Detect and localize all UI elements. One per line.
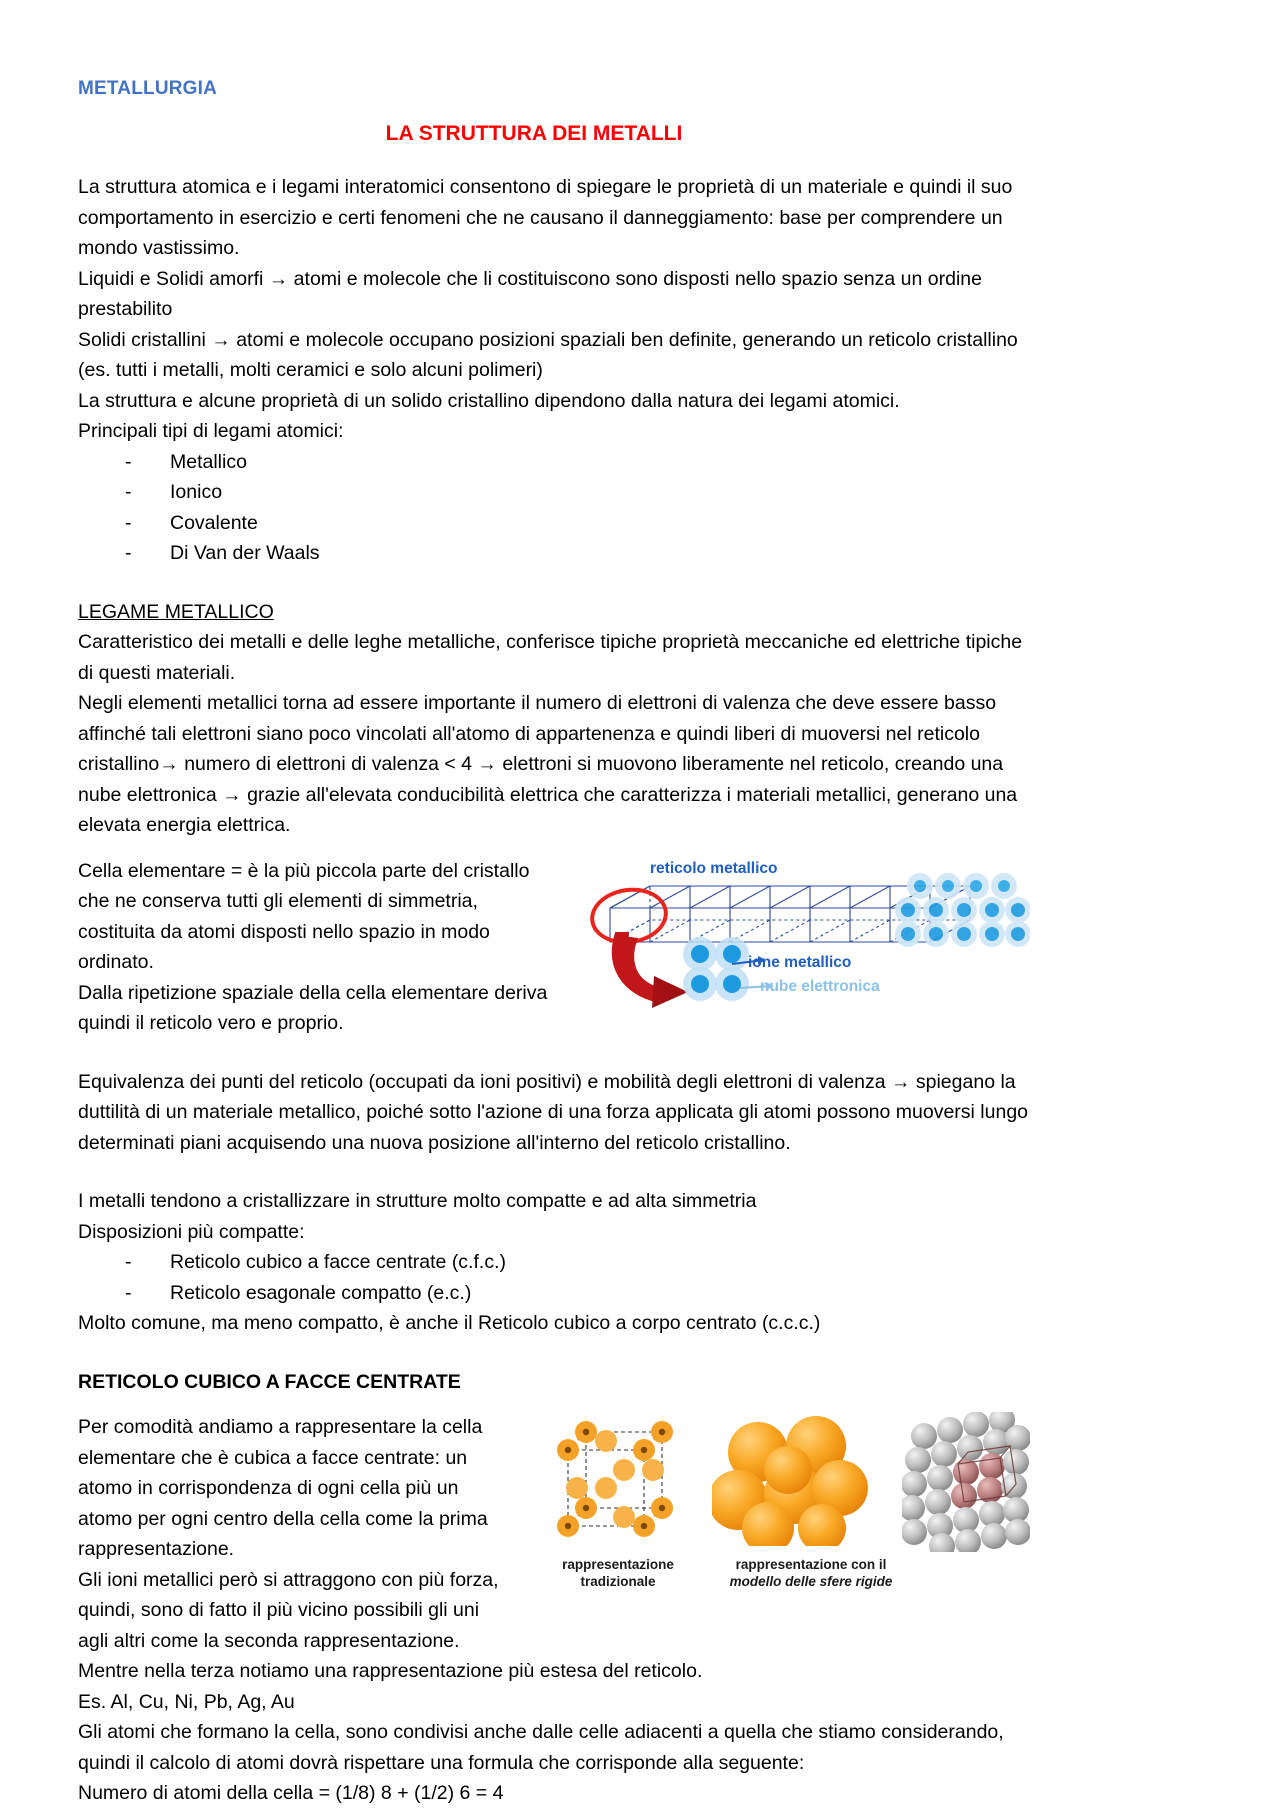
unit-cell-block	[78, 856, 1030, 1039]
unit-cell-paragraph-1: Cella elementare = è la più piccola parte del cristallo che ne conserva tutti gli elementi di simmetria, costituita da atomi disposti nello spazio in modo ordinato.	[78, 859, 530, 973]
figure-legend-ion: ione metallico	[748, 953, 852, 971]
caption-line-1: rappresentazione	[562, 1557, 674, 1572]
spacer	[78, 841, 1030, 856]
list-item-label: Di Van der Waals	[170, 542, 320, 564]
ductility-paragraph: Equivalenza dei punti del reticolo (occupati da ioni positivi) e mobilità degli elettroni di valenza → spiegano la duttilità di un materiale metallico, poiché sotto l'azione di una forza applicata gli atomi possono muoversi lungo determinati piani acquisendo una nuova posizione all'interno del reticolo cristallino.	[78, 1070, 1029, 1154]
figure-caption-traditional	[530, 1556, 706, 1590]
dash-bullet: -	[125, 481, 132, 503]
fcc-paragraph-3: Mentre nella terza notiamo una rappresentazione più estesa del reticolo.	[78, 1660, 703, 1682]
list-item	[108, 1278, 1030, 1309]
fcc-paragraph-4: Es. Al, Cu, Ni, Pb, Ag, Au	[78, 1690, 295, 1713]
fcc-paragraph-5: Gli atomi che formano la cella, sono condivisi anche dalle celle adiacenti a quella che stiamo considerando, quindi il calcolo di atomi dovrà rispettare una formula che corrisponde alla seguente:	[78, 1721, 1004, 1774]
fcc-hard-sphere-model-icon	[712, 1416, 872, 1546]
list-item-label: Reticolo cubico a facce centrate (c.f.c.)	[170, 1251, 506, 1273]
compact-paragraph-1: I metalli tendono a cristallizzare in strutture molto compatte e ad alta simmetria	[78, 1190, 757, 1212]
compact-structures-list	[78, 1247, 1030, 1308]
compact-paragraph-3: Molto comune, ma meno compatto, è anche il Reticolo cubico a corpo centrato (c.c.c.)	[78, 1312, 821, 1334]
figure-caption-hard-sphere	[708, 1556, 914, 1590]
list-item	[108, 508, 1030, 539]
list-item	[108, 477, 1030, 508]
list-item	[108, 1247, 1030, 1278]
figure-metallic-lattice	[570, 859, 1030, 1012]
compact-paragraph-2: Disposizioni più compatte:	[78, 1220, 305, 1243]
course-label: METALLURGIA	[78, 78, 218, 99]
intro-paragraph-3: Solidi cristallini → atomi e molecole occupano posizioni spaziali ben definite, generando un reticolo cristallino (es. tutti i metalli, molti ceramici e solo alcuni polimeri)	[78, 328, 1018, 381]
list-item	[108, 538, 1030, 569]
caption-line-2: modello delle sfere rigide	[729, 1574, 893, 1589]
spacer	[78, 1039, 1030, 1067]
dash-bullet: -	[125, 1251, 132, 1273]
electron-sea-cluster-icon	[890, 870, 1030, 962]
intro-paragraph-1: La struttura atomica e i legami interatomici consentono di spiegare le proprietà di un materiale e quindi il suo comportamento in esercizio e certi fenomeni che ne causano il danneggiamento: base per comprendere un mondo vastissimo.	[78, 176, 1013, 259]
fcc-paragraph-1: Per comodità andiamo a rappresentare la cella elementare che è cubica a facce centrate: un atomo in corrispondenza di ogni cella più un atomo per ogni centro della cella come la prima rappresentazione.	[78, 1416, 488, 1560]
list-item-label: Covalente	[170, 511, 258, 534]
section-heading-legame-metallico: LEGAME METALLICO	[78, 600, 274, 623]
figure-fcc-representations	[530, 1416, 1030, 1594]
dash-bullet: -	[125, 1281, 132, 1304]
list-item-label: Metallico	[170, 450, 247, 473]
section-heading-fcc: RETICOLO CUBICO A FACCE CENTRATE	[78, 1370, 461, 1393]
dash-bullet: -	[125, 511, 132, 534]
spacer	[78, 1339, 1030, 1367]
intro-paragraph-5: Principali tipi di legami atomici:	[78, 420, 344, 442]
spacer	[78, 569, 1030, 597]
fcc-traditional-cell-icon	[540, 1416, 690, 1546]
page-title: LA STRUTTURA DEI METALLI	[385, 122, 683, 145]
spacer	[78, 1397, 1030, 1412]
metallic-bond-paragraph-1: Caratteristico dei metalli e delle leghe metalliche, conferisce tipiche proprietà meccaniche ed elettriche tipiche di questi materiali.	[78, 631, 1023, 684]
unit-cell-paragraph-2: Dalla ripetizione spaziale della cella elementare deriva quindi il reticolo vero e proprio.	[78, 981, 548, 1034]
list-item-label: Reticolo esagonale compatto (e.c.)	[170, 1281, 472, 1304]
fcc-paragraph-6: Numero di atomi della cella = (1/8) 8 + (1/2) 6 = 4	[78, 1782, 504, 1804]
dash-bullet: -	[125, 542, 132, 564]
intro-paragraph-4: La struttura e alcune proprietà di un solido cristallino dipendono dalla natura dei legami atomici.	[78, 389, 900, 412]
caption-line-1: rappresentazione con il	[735, 1557, 887, 1572]
figure-lattice-title: reticolo metallico	[650, 859, 778, 877]
bond-types-list	[78, 447, 1030, 569]
fcc-paragraph-2: Gli ioni metallici però si attraggono con più forza, quindi, sono di fatto il più vicino possibili gli uni agli altri come la seconda rappresentazione.	[78, 1568, 499, 1652]
list-item-label: Ionico	[170, 481, 223, 503]
caption-line-2: tradizionale	[580, 1574, 656, 1589]
fcc-extended-lattice-icon	[902, 1412, 1030, 1552]
figure-legend-cloud: nube elettronica	[760, 977, 880, 995]
spacer	[78, 1158, 1030, 1186]
list-item	[108, 447, 1030, 478]
dash-bullet: -	[125, 450, 132, 473]
intro-paragraph-2: Liquidi e Solidi amorfi → atomi e molecole che li costituiscono sono disposti nello spazio senza un ordine prestabilito	[78, 267, 982, 320]
fcc-block	[78, 1412, 1030, 1656]
metallic-bond-paragraph-2: Negli elementi metallici torna ad essere importante il numero di elettroni di valenza che deve essere basso affinché tali elettroni siano poco vincolati all'atomo di appartenenza e quindi liberi di muoversi nel reticolo cristallino→ numero di elettroni di valenza < 4 → elettroni si muovono liberamente nel reticolo, creando una nube elettronica → grazie all'elevata conducibilità elettrica che caratterizza i materiali metallici, generano una elevata energia elettrica.	[78, 692, 1018, 836]
